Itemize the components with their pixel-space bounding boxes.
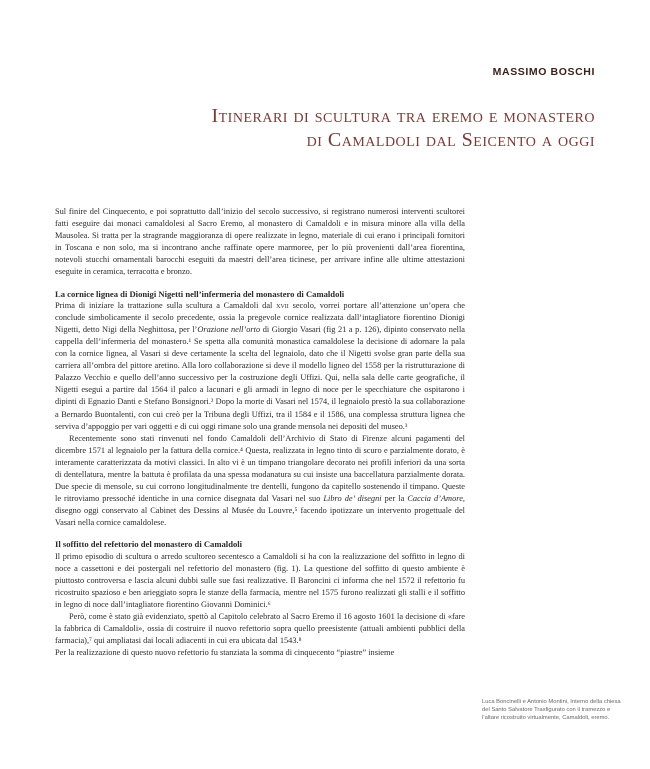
book-title: Libro de’ disegni [323, 494, 382, 504]
artwork-title: Orazione nell’orto [197, 324, 261, 334]
chapter-title-line-2: di Camaldoli dal Seicento a oggi [306, 129, 595, 151]
century-numeral: xvii [276, 300, 289, 310]
figure-caption: Luca Boncinelli e Antonio Montini, Interno della chiesa del Santo Salvatore Trasfigurato con il tramezzo e l’altare ricostruito virtualmente, Camaldoli, eremo. [482, 699, 621, 722]
paragraph-soffitto-1: Il primo episodio di scultura o arredo scultoreo secentesco a Camaldoli si ha con la realizzazione del soffitto in legno di noce a cassettoni e dei postergali nel refettorio del monastero (fig. 1). La questione del soffitto di questo ambiente è piuttosto controversa e lascia alcuni dubbi sulle sue fasi realizzative. Il Baroncini ci informa che nel 1572 il refettorio fu ricostruito spazioso e ben arieggiato sopra le stanze della farmacia, mentre nel 1575 furono realizzati gli stalli e il soffitto in legno di noce dall’intagliatore fiorentino Giovanni Dominici.⁶ [55, 551, 465, 609]
body-text [55, 206, 465, 659]
author-name: MASSIMO BOSCHI [492, 66, 595, 78]
chapter-title-line-1: Itinerari di scultura tra eremo e monastero [211, 105, 595, 127]
paragraph-cornice-2: Recentemente sono stati rinvenuti nel fondo Camaldoli dell’Archivio di Stato di Firenze alcuni pagamenti del dicembre 1571 al legnaiolo per la fattura della cornice.⁴ Questa, realizzata in legno tinto di scuro e parzialmente dorato, è interamente caratterizzata da motivi classici. In alto vi è un timpano triangolare decorato nei profili inferiori da una sorta di dentellatura, mentre la battuta è profilata da una spessa modanatura su cui insiste una baccellatura parzialmente dorata. Due specie di mensole, su cui corrono longitudinalmente tre dentelli, fungono da capitello sostenendo il timpano. Queste le ritroviamo pressoché identiche in una cornice disegnata dal Vasari nel suo Libro de’ disegni per la Caccia d’Amore, disegno oggi conservato al Cabinet des Dessins al Musée du Louvre,⁵ facendo ipotizzare un intervento progettuale del Vasari nella cornice camaldolese. [55, 433, 465, 528]
chapter-title [75, 104, 595, 152]
drawing-title: Caccia d’Amore [407, 494, 463, 504]
section-heading-soffitto: Il soffitto del refettorio del monastero di Camaldoli [55, 539, 243, 550]
section-heading-cornice: La cornice lignea di Dionigi Nigetti nell’infermeria del monastero di Camaldoli [55, 288, 345, 299]
intro-paragraph: Sul finire del Cinquecento, e poi soprattutto dall’inizio del secolo successivo, si registrano numerosi interventi scultorei fatti eseguire dai monaci camaldolesi al Sacro Eremo, al monastero di Camaldoli e in misura minore alla villa della Mausolea. Si tratta per la stragrande maggioranza di opere realizzate in legno, materiale di cui erano i principali fornitori in Toscana e non solo, ma si incontrano anche raffinate opere marmoree, per lo più provenienti dall’area fiorentina, notevoli stucchi ornamentali barocchi eseguiti da maestri dell’area ticinese, per arrivare infine alle ultime attestazioni eseguite in ceramica, terracotta e bronzo. [55, 207, 465, 277]
paragraph-soffitto-3: Per la realizzazione di questo nuovo refettorio fu stanziata la somma di cinquecento “piastre” insieme [55, 648, 395, 658]
paragraph-soffitto-2: Però, come è stato già evidenziato, spettò al Capitolo celebrato al Sacro Eremo il 16 agosto 1601 la decisione di «fare la fabbrica di Camaldoli», ossia di costruire il nuovo refettorio sopra quello preesistente (attuali ambienti pubblici della farmacia),⁷ qui ampliatasi dai locali adiacenti in cui era ubicata dal 1543.⁸ [55, 612, 465, 646]
paragraph-cornice-1: Prima di iniziare la trattazione sulla scultura a Camaldoli dal xvii secolo, vorrei portare all’attenzione un’opera che conclude simbolicamente il secolo precedente, ossia la pregevole cornice realizzata dall’intagliatore fiorentino Dionigi Nigetti, detto Nigi della Neghittosa, per l’Orazione nell’orto di Giorgio Vasari (fig 21 a p. 126), dipinto conservato nella cappella dell’infermeria del monastero.¹ Se spetta alla comunità monastica camaldolese la decisione di adornare la pala con la cornice lignea, al Vasari si deve certamente la scelta del legnaiolo, dato che il Nigetti svolse gran parte della sua carriera all’ombra del pittore aretino. Alla loro collaborazione si deve il modello ligneo del 1558 per la ristrutturazione di Palazzo Vecchio e quello dell’anno successivo per la costruzione degli Uffizi. Qui, nella sala delle carte geografiche, il Nigetti eseguì a partire dal 1564 il palco a lacunari e gli armadi in legno di noce per le specchiature che ospitarono i dipinti di Egnazio Danti e Stefano Bonsignori.² Dopo la morte di Vasari nel 1574, il legnaiolo prestò la sua collaborazione a Bernardo Buontalenti, con cui creò per la Tribuna degli Uffizi, tra il 1584 e il 1586, una complessa struttura lignea che serviva d’appoggio per vari oggetti e di cui oggi rimane solo una grande mensola nei depositi del museo.³ [55, 300, 466, 431]
